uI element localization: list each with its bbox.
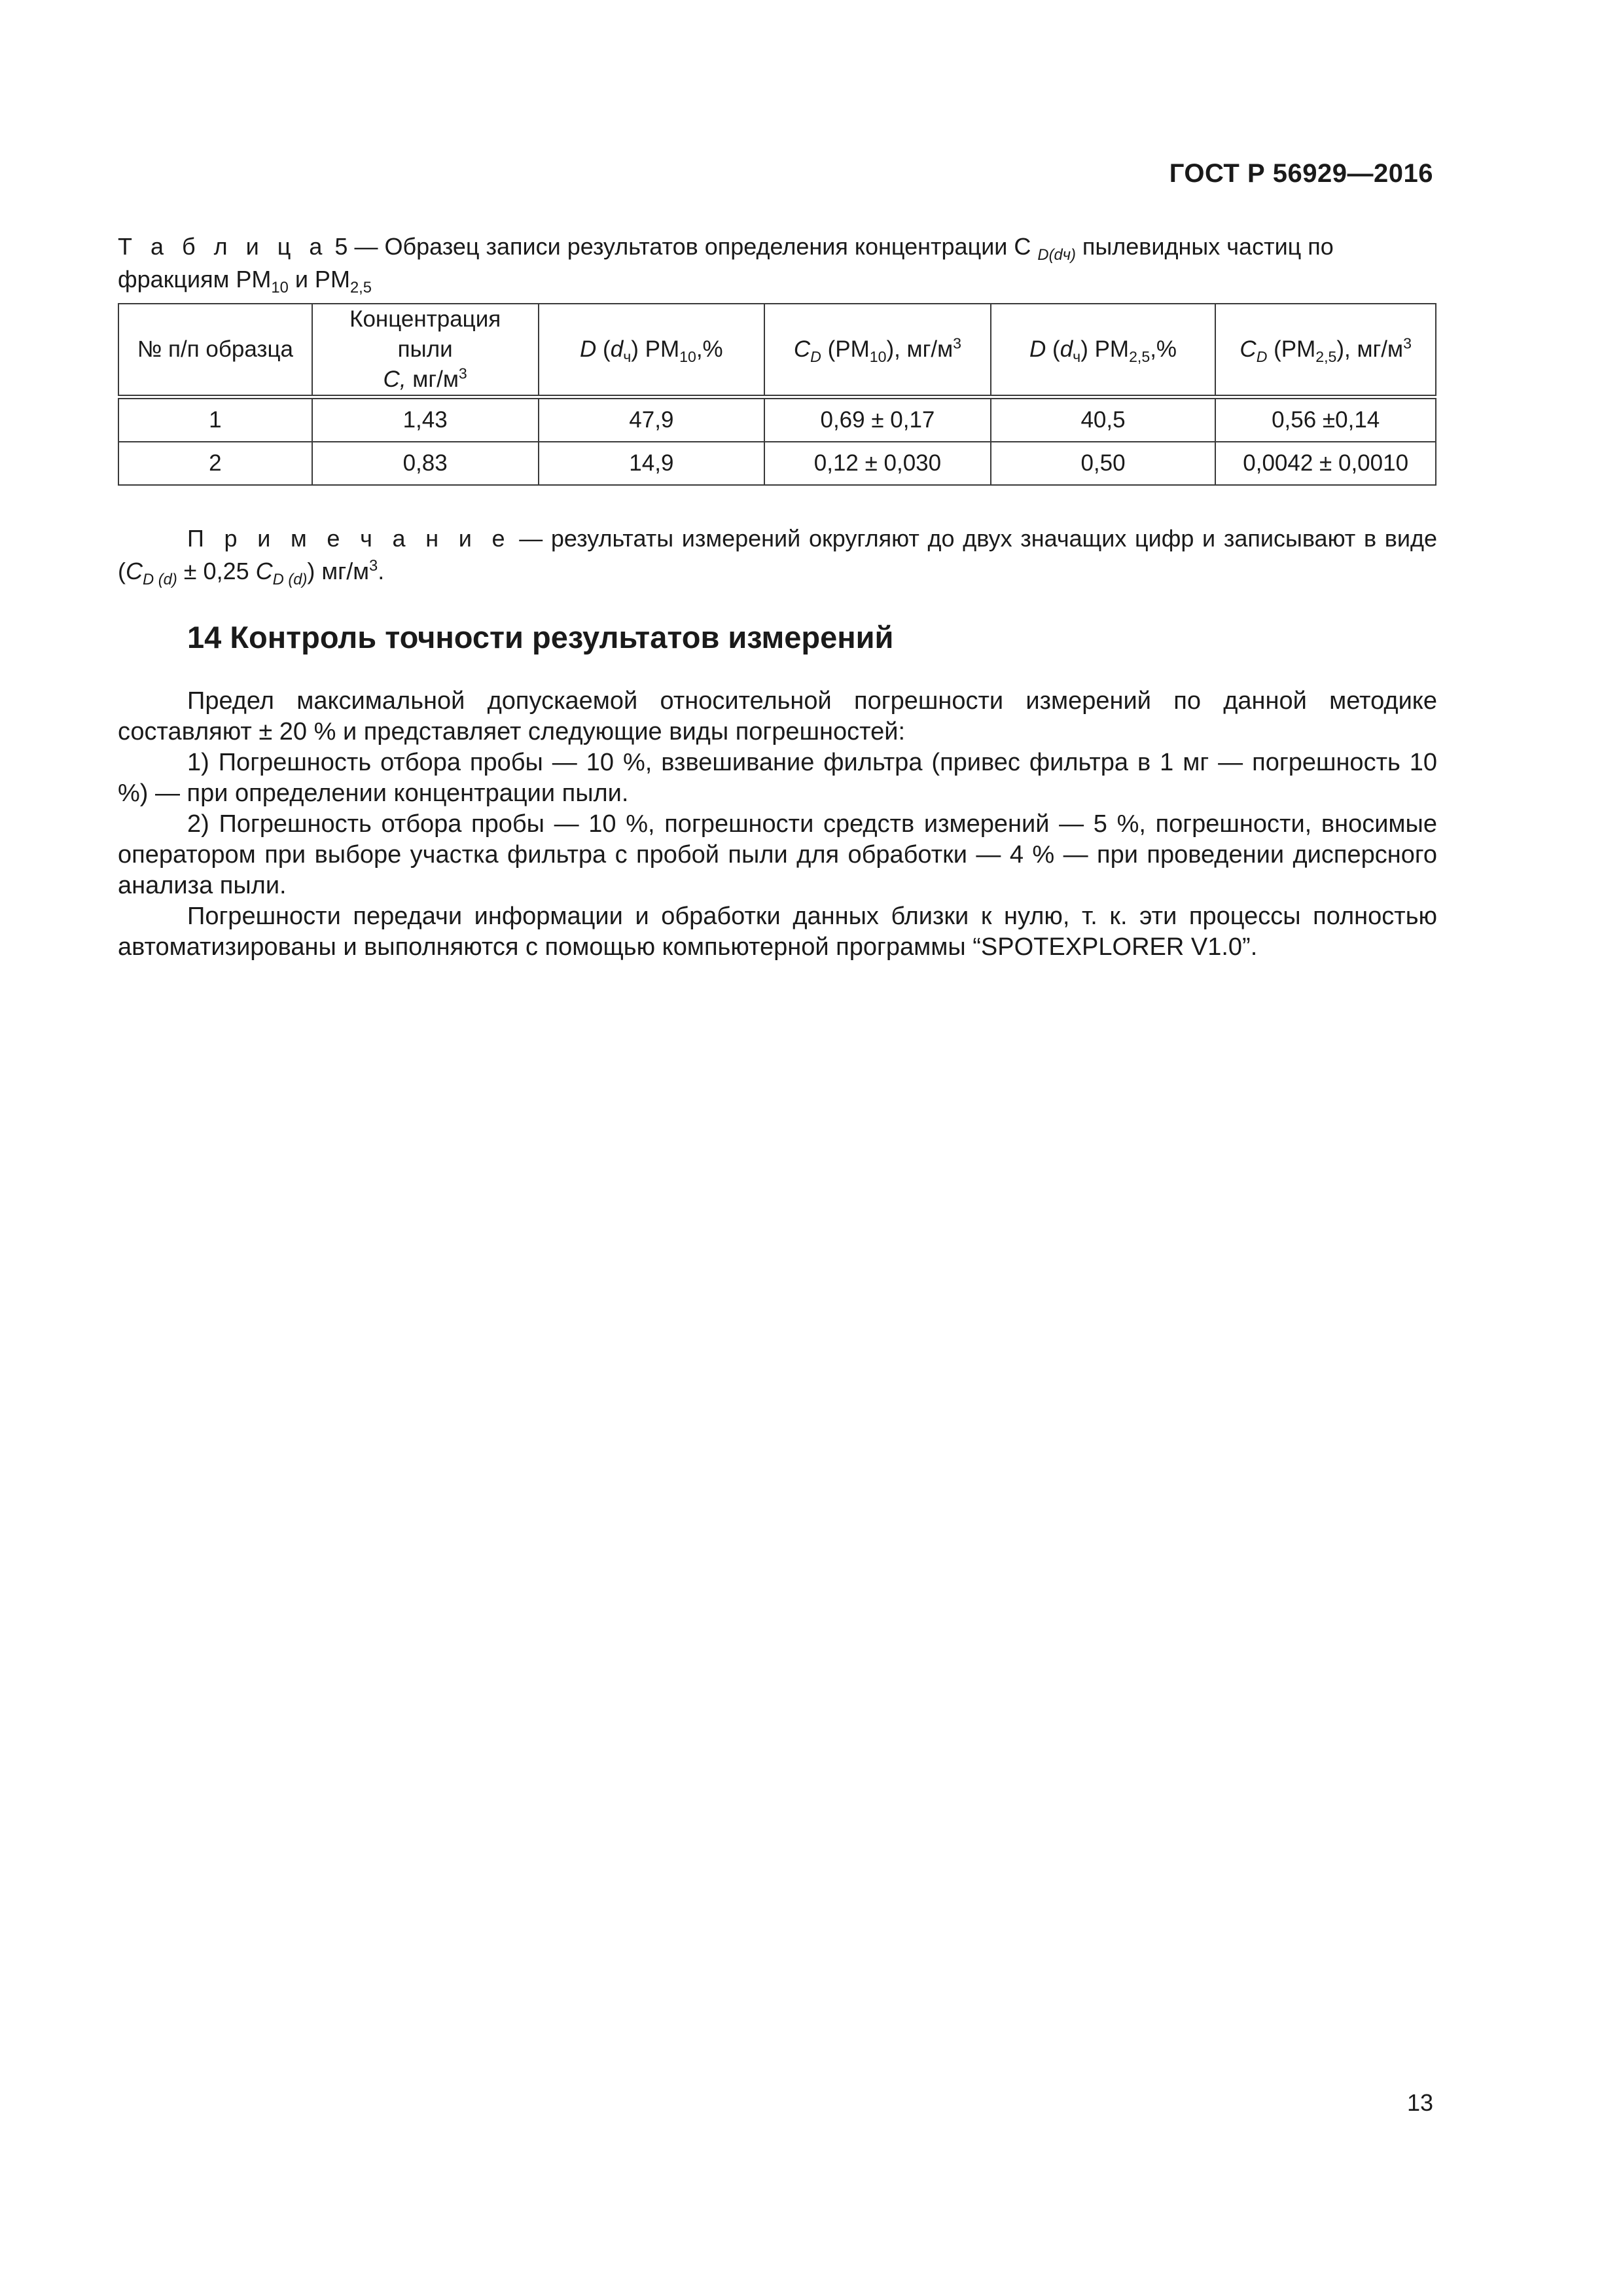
header-d-pm10-dch: d	[610, 336, 624, 362]
header-cd-pm10	[764, 304, 991, 397]
note-label: П р и м е ч а н и е	[187, 525, 511, 552]
table-caption-text-3: и PM	[288, 266, 350, 293]
table-cell: 1,43	[312, 397, 539, 442]
table-caption-label: Т а б л и ц а	[118, 233, 329, 260]
header-cd-pm25-unit: ), мг/м	[1336, 336, 1404, 362]
header-d-pm25-pct: ,%	[1150, 336, 1177, 362]
paragraph: Погрешности передачи информации и обработки данных близки к нулю, т. к. эти процессы полностью автоматизированы и выполняются с помощью компьютерной программы “SPOTEXPLORER V1.0”.	[118, 903, 1437, 961]
header-cd-pm10-sup: 3	[953, 334, 961, 352]
header-cd-pm25-sup: 3	[1403, 334, 1412, 352]
table-cell: 47,9	[539, 397, 765, 442]
header-cd-pm10-sub: 10	[869, 348, 887, 365]
table-caption	[118, 230, 1437, 296]
header-d-pm25-ch: ч	[1073, 348, 1081, 365]
header-cd-pm10-c: C	[793, 336, 811, 362]
note-unit: ) мг/м	[307, 558, 370, 584]
note-symbol-c2: C	[255, 558, 273, 584]
table-cell: 0,69 ± 0,17	[764, 397, 991, 442]
table-caption-subscript-2: 10	[271, 279, 289, 297]
header-d-pm25: D $(d_ч)$ $PM_{2,5},\%$	[991, 304, 1216, 397]
header-sample-number: № п/п образца	[118, 304, 312, 397]
header-d-pm25-dch: d	[1060, 336, 1073, 362]
table-row	[118, 442, 1436, 485]
table-note	[118, 522, 1437, 588]
header-cd-pm10-d: D	[810, 348, 821, 365]
table-cell: 0,56 ±0,14	[1215, 397, 1436, 442]
table-cell: 0,12 ± 0,030	[764, 442, 991, 485]
header-d-pm10-sub: 10	[679, 348, 696, 365]
section-title: 14 Контроль точности результатов измерений	[187, 620, 894, 655]
header-d-pm10: D $(d_ч)$ $PM_{10},\%$	[539, 304, 765, 397]
header-dust-concentration-line1: Концентрация пыли	[349, 306, 501, 362]
header-d-pm10-d: D	[580, 336, 597, 362]
results-table	[118, 303, 1436, 486]
table-caption-subscript-3: 2,5	[349, 279, 372, 297]
table-caption-subscript: D(dч)	[1037, 246, 1076, 264]
table-header-row	[118, 304, 1436, 397]
document-number-header: ГОСТ Р 56929—2016	[1169, 159, 1433, 188]
header-d-pm25-pm: ) PM	[1080, 336, 1130, 362]
table-cell: 0,83	[312, 442, 539, 485]
table-cell: 1	[118, 397, 312, 442]
table-row	[118, 397, 1436, 442]
header-dust-concentration	[312, 304, 539, 397]
header-d-pm10-pm: ) PM	[631, 336, 680, 362]
table-cell: 2	[118, 442, 312, 485]
header-cd-pm25-d: D	[1256, 348, 1268, 365]
note-subscript-1: D (d)	[143, 571, 177, 589]
header-d-pm10-pct: ,%	[696, 336, 723, 362]
header-dust-concentration-unit: мг/м	[406, 367, 459, 392]
note-end: .	[378, 558, 385, 584]
header-dust-concentration-symbol: С,	[383, 367, 406, 392]
header-cd-pm10-pm: (PM	[821, 336, 870, 362]
header-cd-pm25-sub: 2,5	[1315, 348, 1337, 365]
note-mid: ± 0,25	[177, 558, 256, 584]
note-symbol-c1: C	[126, 558, 143, 584]
table-cell: 0,50	[991, 442, 1216, 485]
header-d-pm25-d: D	[1029, 336, 1046, 362]
paragraph: 1) Погрешность отбора пробы — 10 %, взвешивание фильтра (привес фильтра в 1 мг — погрешность 10 %) — при определении концентрации пыли.	[118, 749, 1437, 807]
page-number: 13	[1406, 2089, 1433, 2116]
table-cell: 14,9	[539, 442, 765, 485]
header-d-pm10-ch: ч	[623, 348, 632, 365]
table-caption-number: 5	[334, 233, 348, 260]
table-caption-text-2: пылевидных частиц по фракциям PM	[118, 233, 1334, 293]
header-cd-pm25-c: C	[1240, 336, 1257, 362]
note-text: — результаты измерений округляют до двух значащих цифр и записывают в виде (	[118, 525, 1437, 584]
header-cd-pm25-pm: (PM	[1267, 336, 1316, 362]
table-caption-text: — Образец записи результатов определения концентрации С	[348, 233, 1038, 260]
paragraph: Предел максимальной допускаемой относительной погрешности измерений по данной методике составляют ± 20 % и представляет следующие виды погрешностей:	[118, 687, 1437, 745]
header-cd-pm25	[1215, 304, 1436, 397]
note-subscript-2: D (d)	[272, 571, 308, 589]
table-cell: 40,5	[991, 397, 1216, 442]
header-cd-pm10-unit: ), мг/м	[886, 336, 954, 362]
header-d-pm25-sub: 2,5	[1129, 348, 1150, 365]
note-superscript: 3	[369, 557, 378, 575]
section-body	[118, 686, 1437, 963]
header-dust-concentration-sup: 3	[458, 365, 467, 382]
table-cell: 0,0042 ± 0,0010	[1215, 442, 1436, 485]
paragraph: 2) Погрешность отбора пробы — 10 %, погрешности средств измерений — 5 %, погрешности, вносимые оператором при выборе участка фильтра с пробой пыли для обработки — 4 % — при проведении дисперсного анализа пыли.	[118, 810, 1437, 899]
